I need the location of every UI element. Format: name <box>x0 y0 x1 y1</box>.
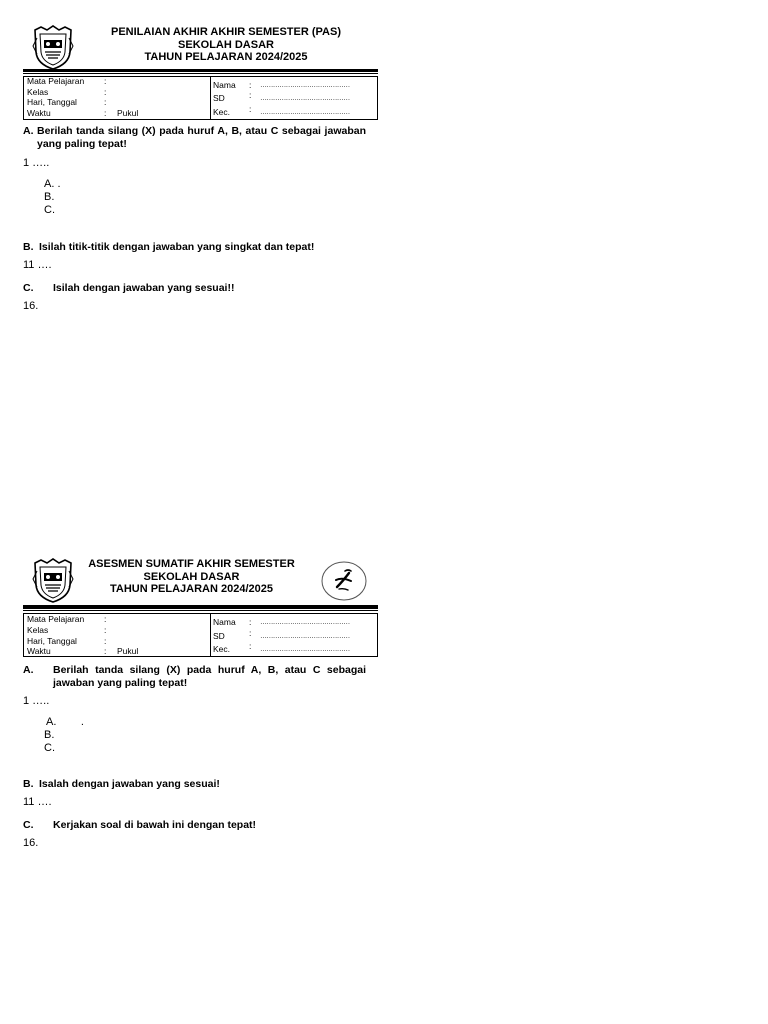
title-line-2: SEKOLAH DASAR <box>143 570 240 583</box>
option-c: C. <box>44 204 55 216</box>
field-label: Waktu <box>27 646 51 656</box>
section-a-instruction <box>23 125 366 151</box>
option-b: B. <box>44 191 55 203</box>
education-logo-icon <box>321 561 367 601</box>
section-number: C. <box>23 819 34 831</box>
header-rule-thin <box>23 73 378 74</box>
section-text: Berilah tanda silang (X) pada huruf A, B, atau C sebagai jawaban yang paling tepat! <box>53 664 366 689</box>
section-number: B. <box>23 241 34 253</box>
exam-title <box>85 26 367 64</box>
section-c-instruction <box>23 282 366 295</box>
field-label: Kelas <box>27 86 49 97</box>
question-11: 11 …. <box>23 259 52 271</box>
field-label: SD <box>213 631 225 641</box>
section-text: Isalah dengan jawaban yang sesuai! <box>39 778 220 790</box>
section-text: Kerjakan soal di bawah ini dengan tepat! <box>53 819 257 831</box>
section-text: Berilah tanda silang (X) pada huruf A, B, atau C sebagai jawaban yang paling tepat! <box>37 125 366 150</box>
section-number: B. <box>23 778 34 790</box>
question-1: 1 ….. <box>23 695 50 707</box>
field-colon: : <box>104 108 107 118</box>
field-label: Kec. <box>213 644 231 654</box>
field-extra-pukul: Pukul <box>117 108 139 118</box>
section-number: A. <box>23 664 34 676</box>
field-extra-pukul: Pukul <box>117 646 139 656</box>
field-dots: …………………………………… <box>260 82 350 89</box>
field-label: Hari, Tanggal <box>27 97 77 107</box>
section-b-instruction <box>23 241 366 254</box>
field-colon: : <box>104 86 107 97</box>
field-label: Mata Pelajaran <box>27 614 85 624</box>
option-a: A. . <box>46 716 84 728</box>
field-dots: …………………………………… <box>260 95 350 102</box>
title-line-1: ASESMEN SUMATIF AKHIR SEMESTER <box>88 558 295 570</box>
title-line-1: PENILAIAN AKHIR AKHIR SEMESTER (PAS) <box>111 26 341 38</box>
field-colon: : <box>249 80 252 90</box>
identity-box-divider <box>210 614 211 656</box>
header-rule-thick <box>23 69 378 72</box>
field-label: Hari, Tanggal <box>27 636 77 646</box>
option-a: A. . <box>44 178 61 190</box>
title-line-3: TAHUN PELAJARAN 2024/2025 <box>144 51 308 63</box>
section-number: A. <box>23 125 34 137</box>
regency-emblem-icon <box>31 24 75 70</box>
field-dots: …………………………………… <box>260 619 350 626</box>
question-16: 16. <box>23 300 39 312</box>
field-colon: : <box>104 625 107 635</box>
question-16: 16. <box>23 837 39 849</box>
option-c: C. <box>44 742 55 754</box>
field-label: Nama <box>213 617 236 627</box>
section-a-instruction <box>23 664 366 690</box>
field-colon: : <box>104 97 107 107</box>
option-b: B. <box>44 729 55 741</box>
identity-box-divider <box>210 77 211 119</box>
field-colon: : <box>249 628 252 638</box>
section-b-instruction <box>23 778 366 791</box>
section-c-instruction <box>23 819 366 832</box>
question-1: 1 ….. <box>23 157 50 169</box>
section-text: Isilah titik-titik dengan jawaban yang singkat dan tepat! <box>39 241 315 253</box>
field-dots: …………………………………… <box>260 646 350 653</box>
title-line-3: TAHUN PELAJARAN 2024/2025 <box>109 583 274 595</box>
field-colon: : <box>104 636 107 646</box>
title-line-2: SEKOLAH DASAR <box>178 38 274 51</box>
field-colon: : <box>249 617 252 627</box>
identity-box <box>23 613 378 657</box>
field-dots: …………………………………… <box>260 633 350 640</box>
field-colon: : <box>249 104 252 114</box>
field-label: Waktu <box>27 108 51 118</box>
field-colon: : <box>249 90 252 100</box>
field-label: Mata Pelajaran <box>27 76 85 86</box>
header-rule-thick <box>23 605 378 609</box>
field-label: Kelas <box>27 625 49 635</box>
field-colon: : <box>249 641 252 651</box>
field-label: Kec. <box>213 107 231 117</box>
question-11: 11 …. <box>23 796 52 808</box>
field-dots: …………………………………… <box>260 109 350 116</box>
exam-title <box>70 558 313 596</box>
field-label: Nama <box>213 80 236 90</box>
regency-emblem-icon <box>31 557 75 603</box>
header-rule-thin <box>23 610 378 611</box>
identity-box <box>23 76 378 120</box>
section-number: C. <box>23 282 34 294</box>
field-colon: : <box>104 646 107 656</box>
field-colon: : <box>104 614 107 624</box>
section-text: Isilah dengan jawaban yang sesuai!! <box>53 282 235 294</box>
field-colon: : <box>104 76 107 86</box>
field-label: SD <box>213 93 225 103</box>
